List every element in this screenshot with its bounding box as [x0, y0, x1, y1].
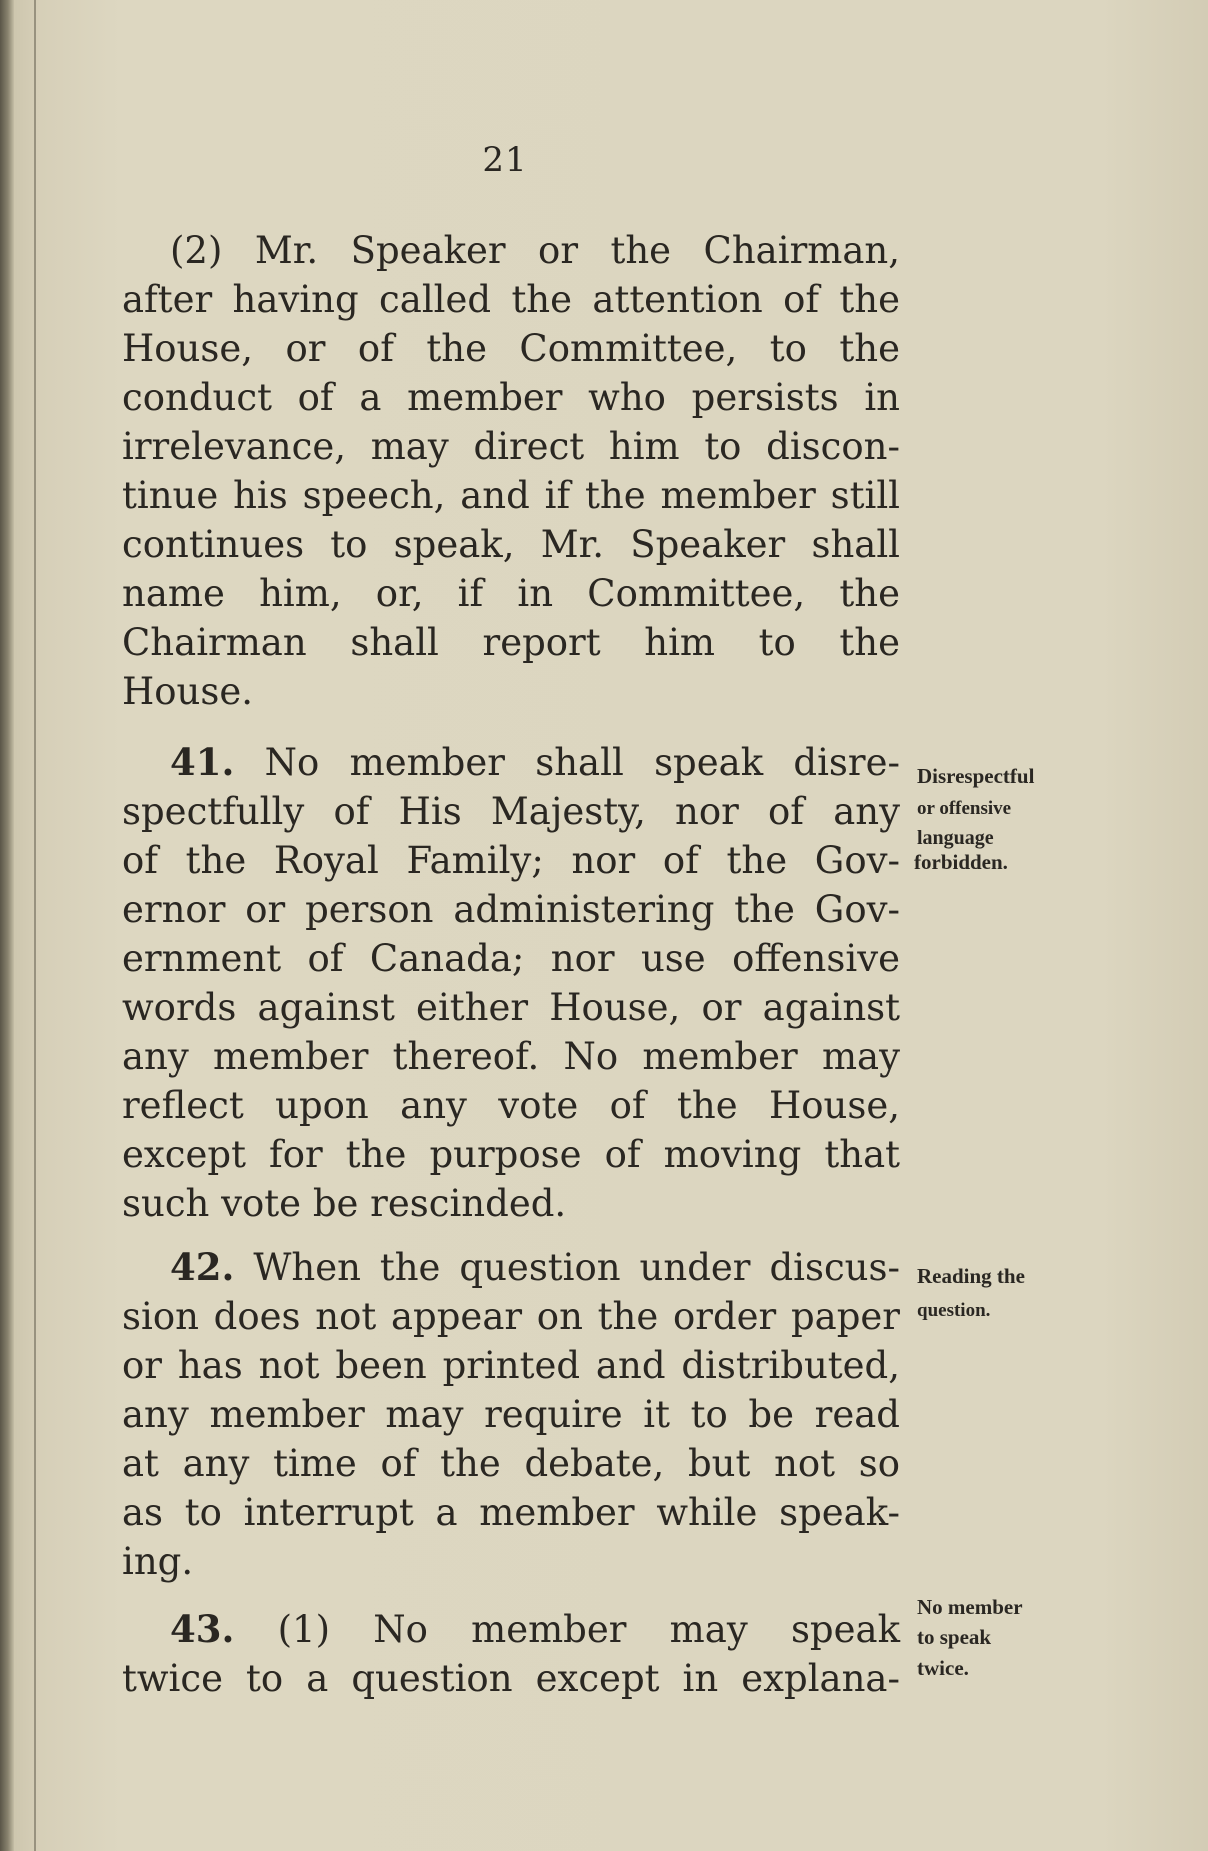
section-43-first-line [170, 1605, 900, 1654]
margin-note-line: Disrespectful [917, 764, 1035, 788]
paragraph-line: except for the purpose of moving that [122, 1133, 900, 1176]
paragraph-line: at any time of the debate, but not so [122, 1442, 900, 1485]
paragraph-line: words against either House, or against [122, 986, 900, 1029]
section-number: 43. [170, 1607, 235, 1651]
margin-note-line: or offensive [917, 798, 1012, 819]
paragraph-line: (2) Mr. Speaker or the Chairman, [170, 229, 900, 272]
paragraph-line: name him, or, if in Committee, the [122, 572, 900, 615]
paragraph-line-text: No member shall speak disre- [264, 741, 900, 784]
margin-note-line: twice. [917, 1656, 969, 1680]
margin-note-line: question. [917, 1300, 991, 1321]
section-number: 42. [170, 1245, 235, 1289]
paragraph-line: House. [122, 670, 254, 713]
paragraph-line: any member thereof. No member may [122, 1035, 900, 1078]
paragraph-line-text: When the question under discus- [253, 1246, 900, 1289]
section-number: 41. [170, 740, 235, 784]
margin-note-line: to speak [917, 1625, 992, 1649]
paragraph-line: ernment of Canada; nor use offensive [122, 937, 900, 980]
paragraph-line: or has not been printed and distributed, [122, 1344, 900, 1387]
paragraph-line: spectfully of His Majesty, nor of any [122, 790, 900, 833]
margin-note-line: Reading the [917, 1264, 1025, 1288]
section-42-first-line [170, 1243, 900, 1292]
paragraph-line: any member may require it to be read [122, 1393, 900, 1436]
paragraph-line: sion does not appear on the order paper [122, 1295, 900, 1338]
paragraph-line: as to interrupt a member while speak- [122, 1491, 900, 1534]
paragraph-line: twice to a question except in explana- [122, 1657, 900, 1700]
paragraph-line: irrelevance, may direct him to discon- [122, 425, 900, 468]
paragraph-line-text: (1) No member may speak [277, 1608, 900, 1651]
paragraph-line: of the Royal Family; nor of the Gov- [122, 839, 900, 882]
page-number: 21 [482, 140, 528, 180]
paragraph-line: ernor or person administering the Gov- [122, 888, 900, 931]
paragraph-line: House, or of the Committee, to the [122, 327, 900, 370]
spine-crease [34, 0, 36, 1851]
paragraph-line: ing. [122, 1540, 194, 1583]
book-spine [0, 0, 14, 1851]
paragraph-line: conduct of a member who persists in [122, 376, 900, 419]
paragraph-line: tinue his speech, and if the member still [122, 474, 900, 517]
paragraph-line: after having called the attention of the [122, 278, 900, 321]
paragraph-line: Chairman shall report him to the [122, 621, 900, 664]
paragraph-line: such vote be rescinded. [122, 1182, 567, 1225]
margin-note-line: language [917, 827, 994, 849]
margin-note-line: No member [917, 1595, 1023, 1619]
section-41-first-line [170, 738, 900, 787]
paragraph-line: continues to speak, Mr. Speaker shall [122, 523, 900, 566]
paragraph-line: reflect upon any vote of the House, [122, 1084, 900, 1127]
margin-note-line: forbidden. [914, 850, 1008, 874]
